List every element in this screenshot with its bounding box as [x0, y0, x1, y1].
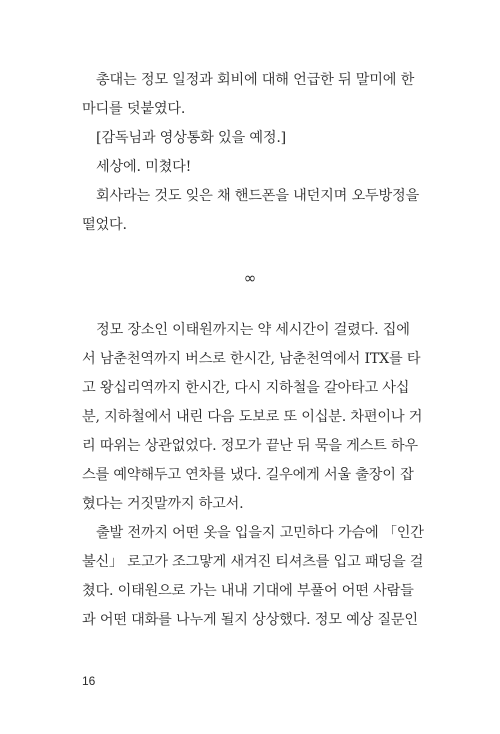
paragraph-3	[82, 153, 419, 182]
section-divider-infinity: ∞	[243, 269, 257, 287]
text-line: 출발 전까지 어떤 옷을 입을지 고민하다 가슴에 「인간	[96, 525, 424, 541]
text-line: 스를 예약해두고 연차를 냈다. 길우에게 서울 출장이 잡	[82, 467, 414, 483]
paragraph-1	[82, 66, 419, 124]
text-line: 마디를 덧붙였다.	[82, 101, 186, 117]
text-line: 분, 지하철에서 내린 다음 도보로 또 이십분. 차편이나 거	[82, 409, 423, 425]
text-line: 고 왕십리역까지 한시간, 다시 지하철을 갈아타고 사십	[82, 380, 410, 396]
paragraph-2	[82, 124, 419, 153]
section-1	[82, 66, 419, 240]
text-line: 회사라는 것도 잊은 채 핸드폰을 내던지며 오두방정을	[96, 188, 419, 204]
text-line: 세상에. 미쳤다!	[96, 159, 192, 175]
text-line: 리 따위는 상관없었다. 정모가 끝난 뒤 묵을 게스트 하우	[82, 438, 418, 454]
paragraph-4	[82, 182, 419, 240]
text-line: 불신」 로고가 조그맣게 새겨진 티셔츠를 입고 패딩을 걸	[82, 554, 424, 570]
paragraph-5	[82, 316, 423, 519]
text-line: 떨었다.	[82, 217, 127, 233]
text-line: 정모 장소인 이태원까지는 약 세시간이 걸렸다. 집에	[96, 322, 410, 338]
text-line: 과 어떤 대화를 나누게 될지 상상했다. 정모 예상 질문인	[82, 612, 418, 628]
text-line: [감독님과 영상통화 있을 예정.]	[96, 130, 286, 146]
section-2	[82, 316, 424, 635]
text-line: 서 남춘천역까지 버스로 한시간, 남춘천역에서 ITX를 타	[82, 351, 421, 367]
paragraph-6	[82, 519, 424, 635]
text-line: 쳤다. 이태원으로 가는 내내 기대에 부풀어 어떤 사람들	[82, 583, 414, 599]
page-number: 16	[82, 674, 96, 688]
text-line: 혔다는 거짓말까지 하고서.	[82, 496, 244, 512]
text-line: 총대는 정모 일정과 회비에 대해 언급한 뒤 말미에 한	[96, 72, 415, 88]
